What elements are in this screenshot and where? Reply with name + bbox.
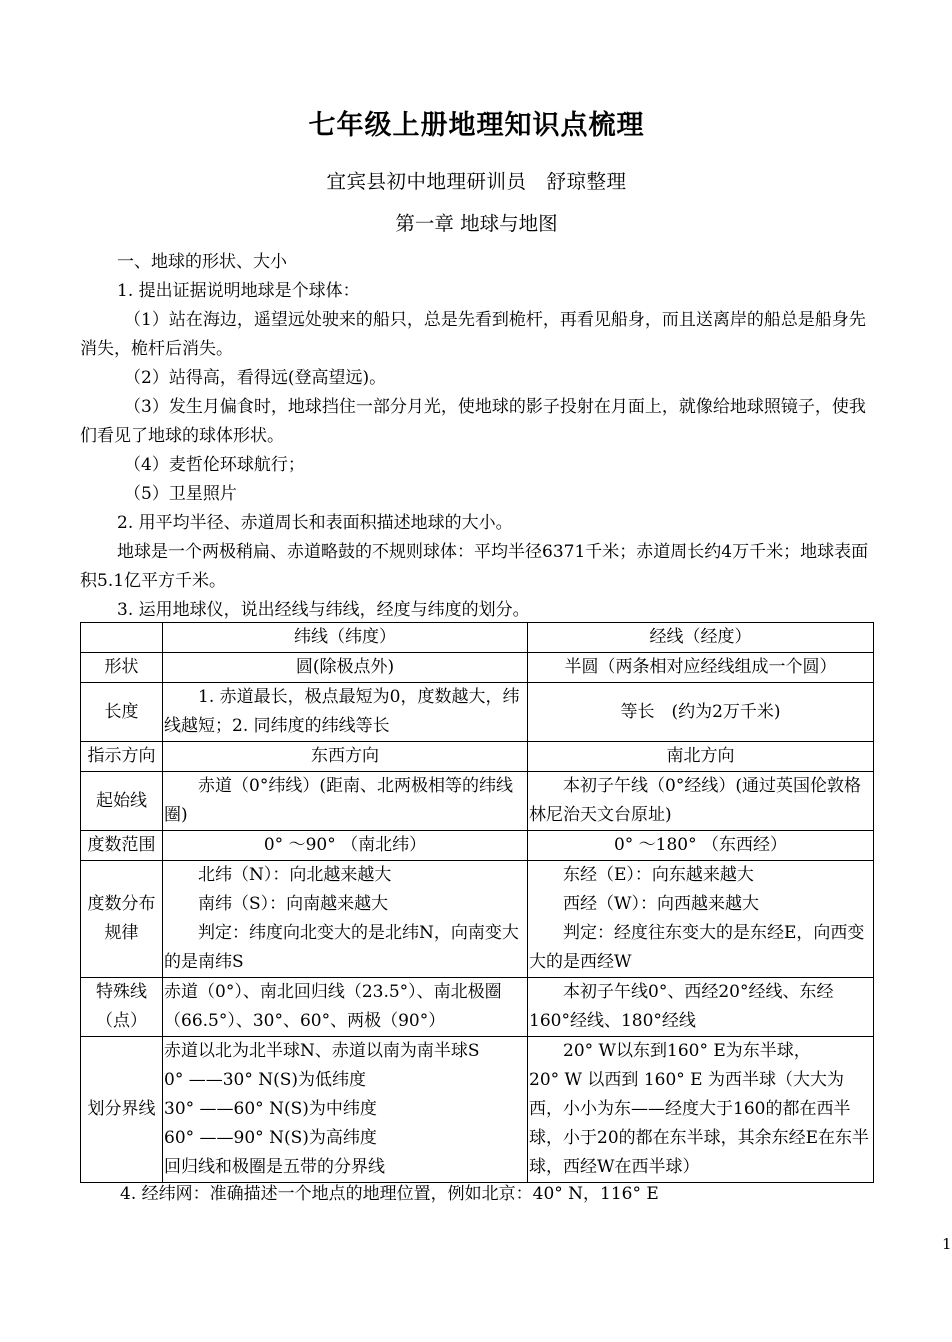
table-cell: 半圆（两条相对应经线组成一个圆） bbox=[528, 653, 874, 683]
table-cell bbox=[528, 1037, 874, 1183]
table-row bbox=[81, 772, 874, 831]
table-cell: 赤道（0°）、南北回归线（23.5°）、南北极圈（66.5°）、30°、60°、两极（90°） bbox=[163, 978, 528, 1037]
cell-line: 西经（W）：向西越来越大 bbox=[563, 894, 759, 914]
table-row bbox=[81, 978, 874, 1037]
row-label-line: 度数分布 bbox=[87, 894, 156, 914]
table-cell: 赤道（0°纬线）(距南、北两极相等的纬线圈) bbox=[163, 772, 528, 831]
chapter-heading: 第一章 地球与地图 bbox=[395, 212, 558, 235]
table-cell: 0° ～90° （南北纬） bbox=[163, 831, 528, 861]
row-label: 起始线 bbox=[81, 772, 163, 831]
cell-line: 北纬（N）：向北越来越大 bbox=[198, 865, 392, 885]
table-header: 经线（经度） bbox=[528, 623, 874, 653]
row-label: 划分界线 bbox=[81, 1037, 163, 1183]
table-cell: 东西方向 bbox=[163, 742, 528, 772]
table-row bbox=[81, 1037, 874, 1183]
cell-line: 赤道以北为北半球N、赤道以南为南半球S bbox=[164, 1041, 480, 1061]
list-item: 1. 提出证据说明地球是个球体： bbox=[117, 281, 360, 301]
cell-line: 判定：纬度向北变大的是北纬N，向南变大的是南纬S bbox=[164, 923, 519, 972]
list-item: 3. 运用地球仪，说出经线与纬线，经度与纬度的划分。 bbox=[117, 600, 530, 620]
table-row bbox=[81, 623, 874, 653]
row-label: 长度 bbox=[81, 683, 163, 742]
row-label bbox=[81, 861, 163, 978]
table-row bbox=[81, 742, 874, 772]
table-header: 纬线（纬度） bbox=[163, 623, 528, 653]
table-cell bbox=[81, 623, 163, 653]
list-item: 4. 经纬网：准确描述一个地点的地理位置，例如北京：40° N，116° E bbox=[120, 1184, 659, 1204]
cell-line: 判定：经度往东变大的是东经E，向西变大的是西经W bbox=[529, 923, 865, 972]
table-cell: 圆(除极点外) bbox=[163, 653, 528, 683]
table-row bbox=[81, 653, 874, 683]
row-label-line: 规律 bbox=[104, 923, 139, 943]
row-label-line: （点） bbox=[96, 1011, 147, 1031]
body-text bbox=[80, 248, 873, 625]
table-cell: 本初子午线0°、西经20°经线、东经160°经线、180°经线 bbox=[528, 978, 874, 1037]
cell-line: 回归线和极圈是五带的分界线 bbox=[164, 1157, 385, 1177]
table-cell: 南北方向 bbox=[528, 742, 874, 772]
table-row bbox=[81, 683, 874, 742]
list-item: 2. 用平均半径、赤道周长和表面积描述地球的大小。 bbox=[117, 513, 513, 533]
table-cell: 0° ～180° （东西经） bbox=[528, 831, 874, 861]
cell-line: 60° ——90° N(S)为高纬度 bbox=[164, 1128, 377, 1148]
cell-line: 0° ——30° N(S)为低纬度 bbox=[164, 1070, 367, 1090]
cell-line: 20° W以东到160° E为东半球， bbox=[563, 1041, 811, 1061]
table-cell: 1. 赤道最长，极点最短为0，度数越大，纬线越短；2. 同纬度的纬线等长 bbox=[163, 683, 528, 742]
table-cell: 本初子午线（0°经线）(通过英国伦敦格林尼治天文台原址) bbox=[528, 772, 874, 831]
author-line: 宜宾县初中地理研训员 舒琼整理 bbox=[326, 170, 627, 193]
evidence-paragraph: （2）站得高，看得远(登高望远)。 bbox=[124, 368, 387, 388]
size-paragraph: 地球是一个两极稍扁、赤道略鼓的不规则球体：平均半径6371千米；赤道周长约4万千米；地球表面积5.1亿平方千米。 bbox=[80, 542, 869, 591]
table-cell: 等长 (约为2万千米) bbox=[528, 683, 874, 742]
cell-line: 东经（E）：向东越来越大 bbox=[563, 865, 754, 885]
row-label: 度数范围 bbox=[81, 831, 163, 861]
evidence-paragraph: （5）卫星照片 bbox=[124, 484, 237, 504]
table-row bbox=[81, 831, 874, 861]
table-cell bbox=[163, 861, 528, 978]
row-label: 形状 bbox=[81, 653, 163, 683]
cell-line: 20° W 以西到 160° E 为西半球（大大为西，小小为东——经度大于160的都在西半球，小于20的都在东半球，其余东经E在东半球，西经W在西半球） bbox=[529, 1070, 870, 1177]
table-cell bbox=[528, 861, 874, 978]
row-label: 指示方向 bbox=[81, 742, 163, 772]
section-heading: 一、地球的形状、大小 bbox=[117, 252, 287, 272]
cell-line: 南纬（S）：向南越来越大 bbox=[198, 894, 389, 914]
table-row bbox=[81, 861, 874, 978]
document-title: 七年级上册地理知识点梳理 bbox=[308, 110, 645, 141]
evidence-paragraph: （4）麦哲伦环球航行； bbox=[124, 455, 305, 475]
row-label bbox=[81, 978, 163, 1037]
cell-line: 30° ——60° N(S)为中纬度 bbox=[164, 1099, 377, 1119]
row-label-line: 特殊线 bbox=[96, 982, 147, 1002]
table-cell bbox=[163, 1037, 528, 1183]
page-number: 1 bbox=[942, 1235, 952, 1253]
lat-lon-table bbox=[80, 622, 874, 1183]
evidence-paragraph: （3）发生月偏食时，地球挡住一部分月光，使地球的影子投射在月面上，就像给地球照镜子，使我们看见了地球的球体形状。 bbox=[80, 397, 866, 446]
evidence-paragraph: （1）站在海边，遥望远处驶来的船只，总是先看到桅杆，再看见船身，而且送离岸的船总是船身先消失，桅杆后消失。 bbox=[80, 310, 866, 359]
